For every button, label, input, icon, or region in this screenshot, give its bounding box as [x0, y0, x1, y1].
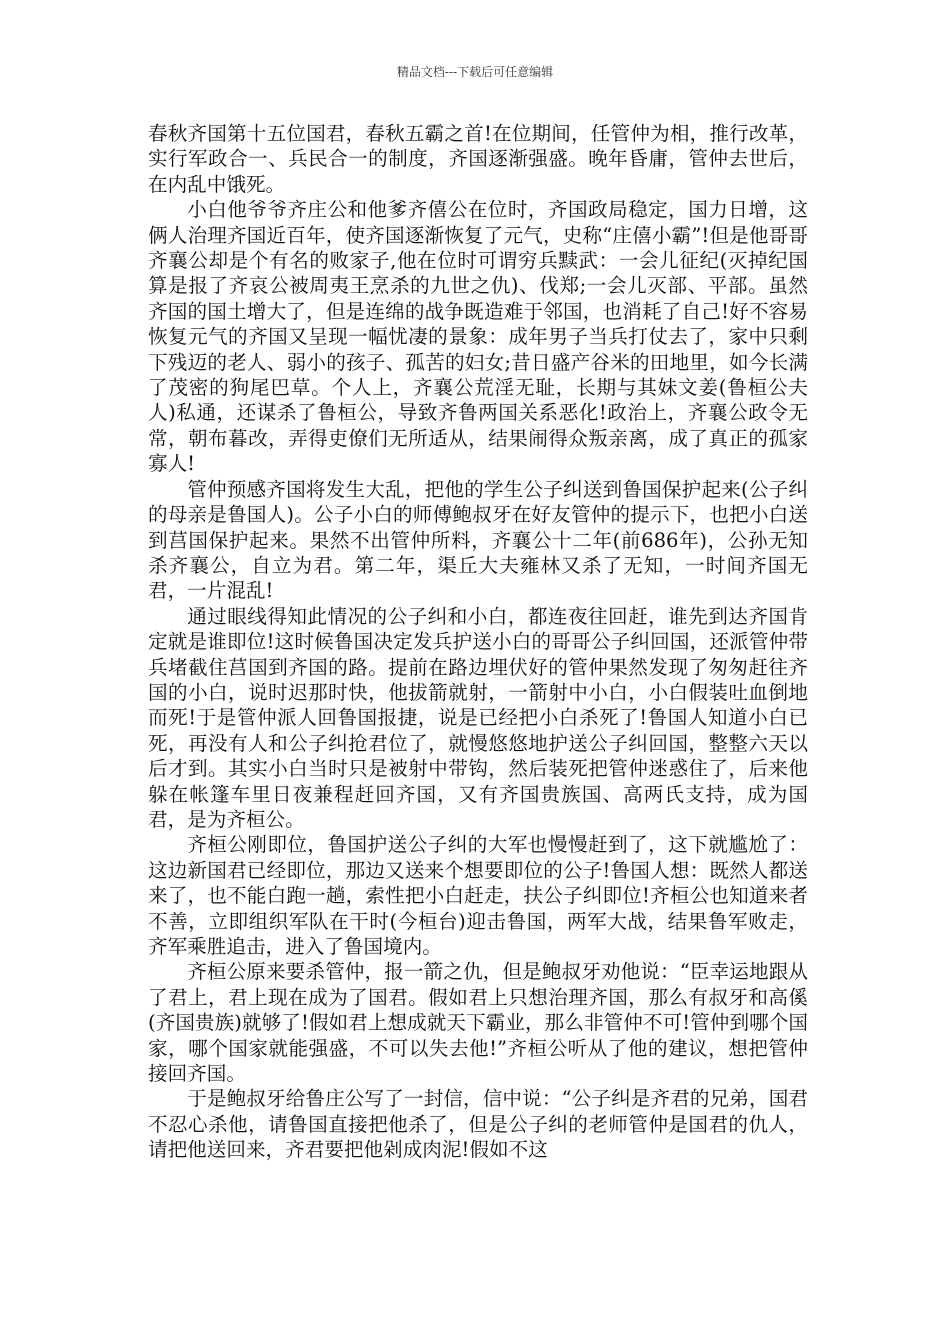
- paragraph: 齐桓公刚即位，鲁国护送公子纠的大军也慢慢赶到了，这下就尴尬了：这边新国君已经即位，那边又送来个想要即位的公子!鲁国人想：既然人都送来了，也不能白跑一趟，索性把小白赶走，扶公子纠即位!齐桓公也知道来者不善，立即组织军队在干时(今桓台)迎击鲁国，两军大战，结果鲁军败走，齐军乘胜追击，进入了鲁国境内。: [148, 833, 808, 958]
- paragraph: 通过眼线得知此情况的公子纠和小白，都连夜往回赶，谁先到达齐国肯定就是谁即位!这时候鲁国决定发兵护送小白的哥哥公子纠回国，还派管仲带兵堵截住莒国到齐国的路。提前在路边埋伏好的管仲果然发现了匆匆赶往齐国的小白，说时迟那时快，他拔箭就射，一箭射中小白，小白假装吐血倒地而死!于是管仲派人回鲁国报捷，说是已经把小白杀死了!鲁国人知道小白已死，再没有人和公子纠抢君位了，就慢悠悠地护送公子纠回国，整整六天以后才到。其实小白当时只是被射中带钩，然后装死把管仲迷惑住了，后来他躲在帐篷车里日夜兼程赶回齐国，又有齐国贵族国、高两氏支持，成为国君，是为齐桓公。: [148, 604, 808, 831]
- paragraph: 齐桓公原来要杀管仲，报一箭之仇，但是鲍叔牙劝他说：“臣幸运地跟从了君上，君上现在成为了国君。假如君上只想治理齐国，那么有叔牙和高傒(齐国贵族)就够了!假如君上想成就天下霸业，那么非管仲不可!管仲到哪个国家，哪个国家就能强盛，不可以失去他!”齐桓公听从了他的建议，想把管仲接回齐国。: [148, 960, 808, 1086]
- document-body: [148, 121, 808, 1163]
- page-header: 精品文档---下载后可任意编辑: [396, 65, 554, 79]
- paragraph: 小白他爷爷齐庄公和他爹齐僖公在位时，齐国政局稳定，国力日增，这俩人治理齐国近百年，使齐国逐渐恢复了元气，史称“庄僖小霸”!但是他哥哥齐襄公却是个有名的败家子,他在位时可谓穷兵黩武：一会儿征纪(灭掉纪国算是报了齐哀公被周夷王烹杀的九世之仇)、伐郑;一会儿灭部、平部。虽然齐国的国土增大了，但是连绵的战争既造难于邻国，也消耗了自己!好不容易恢复元气的齐国又呈现一幅忧凄的景象：成年男子当兵打仗去了，家中只剩下残迈的老人、弱小的孩子、孤苦的妇女;昔日盛产谷米的田地里，如今长满了茂密的狗尾巴草。个人上，齐襄公荒淫无耻，长期与其妹文姜(鲁桓公夫人)私通，还谋杀了鲁桓公，导致齐鲁两国关系恶化!政治上，齐襄公政令无常，朝布暮改，弄得吏僚们无所适从，结果闹得众叛亲离，成了真正的孤家寡人!: [148, 198, 808, 476]
- paragraph: 管仲预感齐国将发生大乱，把他的学生公子纠送到鲁国保护起来(公子纠的母亲是鲁国人)。公子小白的师傅鲍叔牙在好友管仲的提示下，也把小白送到莒国保护起来。果然不出管仲所料，齐襄公十二年(前686年)，公孙无知杀齐襄公，自立为君。第二年，渠丘大夫雍林又杀了无知，一时间齐国无君，一片混乱!: [148, 477, 808, 603]
- paragraph: 于是鲍叔牙给鲁庄公写了一封信，信中说：“公子纠是齐君的兄弟，国君不忍心杀他，请鲁国直接把他杀了，但是公子纠的老师管仲是国君的仇人，请把他送回来，齐君要把他剁成肉泥!假如不这: [148, 1087, 808, 1162]
- paragraph: 春秋齐国第十五位国君，春秋五霸之首!在位期间，任管仲为相，推行改革，实行军政合一、兵民合一的制度，齐国逐渐强盛。晚年昏庸，管仲去世后，在内乱中饿死。: [148, 122, 808, 196]
